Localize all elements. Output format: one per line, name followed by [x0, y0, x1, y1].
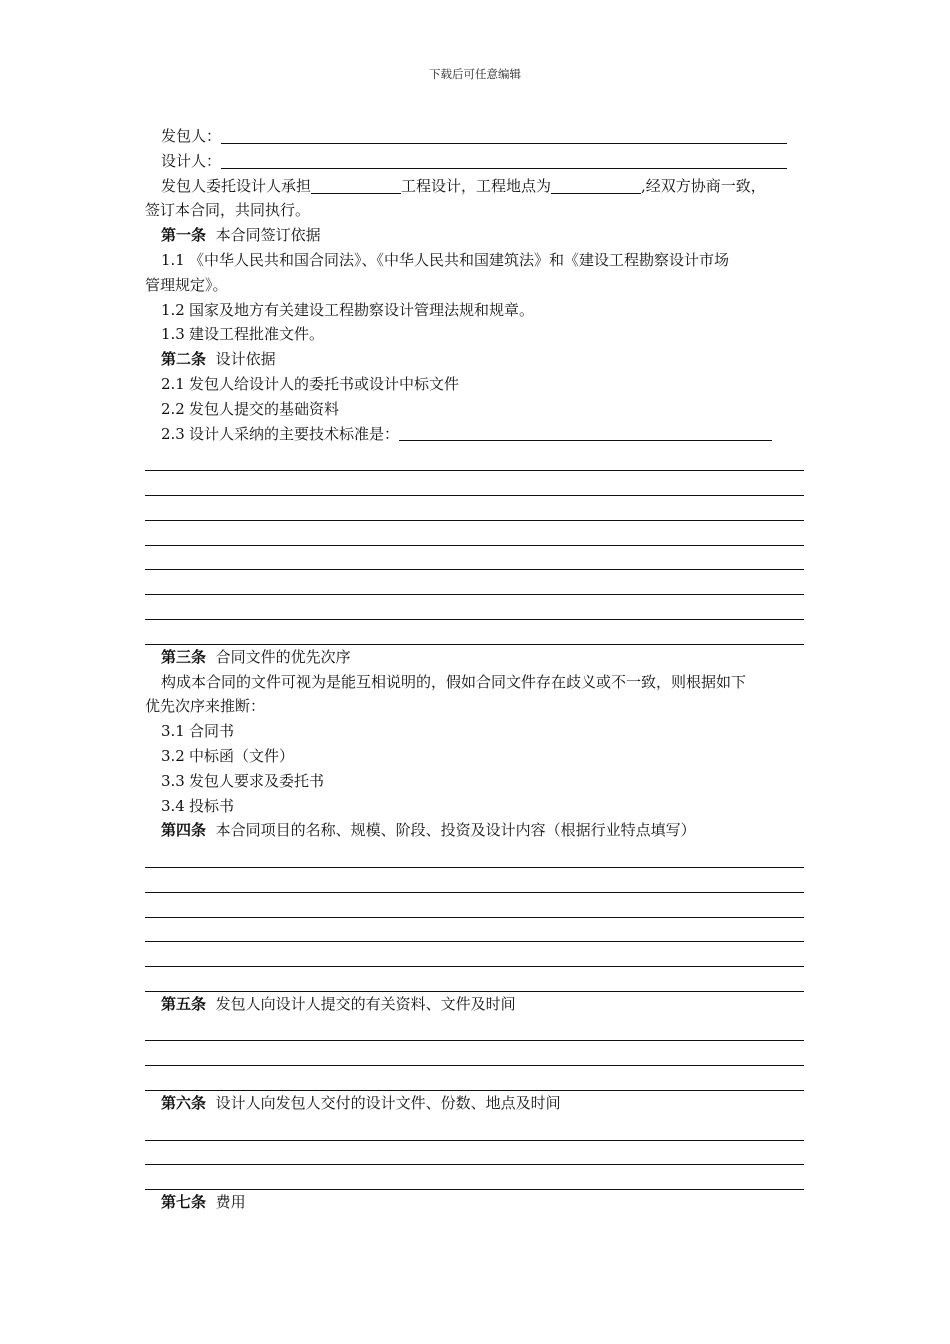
- item-text: 合同书: [189, 722, 235, 741]
- article-3-item-4: [145, 794, 813, 819]
- article-2-heading: [145, 347, 813, 372]
- employer-field[interactable]: [221, 127, 787, 144]
- item-number: 3.1: [161, 722, 185, 741]
- fill-line[interactable]: [145, 843, 813, 868]
- item-number: 1.3: [161, 325, 185, 344]
- article-3-para-line-2: 优先次序来推断：: [145, 697, 266, 716]
- item-number: 2.3: [161, 424, 185, 443]
- article-1-heading: [145, 223, 813, 248]
- article-1-title: 第一条: [161, 226, 207, 245]
- fill-line[interactable]: [145, 1017, 813, 1042]
- article-3-item-3: [145, 769, 813, 794]
- intro-text-1: 发包人委托设计人承担: [161, 176, 312, 195]
- article-1-item-2: [145, 298, 813, 323]
- item-text: 设计人采纳的主要技术标准是：: [189, 424, 400, 443]
- item-number: 3.2: [161, 746, 185, 765]
- article-3-item-1: [145, 719, 813, 744]
- article-4-heading: [145, 818, 813, 843]
- fill-line[interactable]: [145, 595, 813, 620]
- article-2-item-3: [145, 422, 813, 447]
- article-4-text: 本合同项目的名称、规模、阶段、投资及设计内容（根据行业特点填写）: [215, 821, 696, 840]
- item-text: 国家及地方有关建设工程勘察设计管理法规和规章。: [189, 300, 535, 319]
- article-2-item-1: [145, 372, 813, 397]
- fill-line[interactable]: [145, 471, 813, 496]
- item-number: 1.1: [161, 250, 185, 269]
- article-6-title: 第六条: [161, 1094, 207, 1113]
- contract-body: [145, 124, 813, 1215]
- fill-line[interactable]: [145, 521, 813, 546]
- fill-line[interactable]: [145, 967, 813, 992]
- designer-field[interactable]: [221, 152, 787, 169]
- fill-line[interactable]: [145, 446, 813, 471]
- article-6-heading: [145, 1091, 813, 1116]
- article-1-text: 本合同签订依据: [215, 226, 321, 245]
- item-text: 中标函（文件）: [189, 746, 295, 765]
- fill-line[interactable]: [145, 868, 813, 893]
- article-7-title: 第七条: [161, 1193, 207, 1212]
- article-2-item-2: [145, 397, 813, 422]
- article-3-heading: [145, 645, 813, 670]
- article-3-item-2: [145, 744, 813, 769]
- article-7-heading: [145, 1190, 813, 1215]
- article-2-text: 设计依据: [215, 350, 276, 369]
- article-3-text: 合同文件的优先次序: [215, 647, 351, 666]
- intro-line-1: [145, 174, 813, 199]
- page-header: 下载后可任意编辑: [429, 67, 521, 81]
- technical-standards-field[interactable]: [399, 424, 772, 441]
- article-3-title: 第三条: [161, 647, 207, 666]
- item-text: 发包人要求及委托书: [189, 771, 325, 790]
- intro-text-3: ,经双方协商一致，: [641, 176, 766, 195]
- intro-line-2: 签订本合同，共同执行。: [145, 201, 311, 220]
- fill-line[interactable]: [145, 620, 813, 645]
- article-4-title: 第四条: [161, 821, 207, 840]
- article-1-item-1: [145, 248, 813, 273]
- item-text: 《中华人民共和国合同法》、《中华人民共和国建筑法》和《建设工程勘察设计市场: [189, 250, 730, 269]
- item-number: 3.4: [161, 796, 185, 815]
- item-text: 建设工程批准文件。: [189, 325, 325, 344]
- item-text: 发包人提交的基础资料: [189, 399, 340, 418]
- item-text: 发包人给设计人的委托书或设计中标文件: [189, 374, 460, 393]
- fill-line[interactable]: [145, 546, 813, 571]
- fill-line[interactable]: [145, 918, 813, 943]
- item-text: 投标书: [189, 796, 235, 815]
- article-2-title: 第二条: [161, 350, 207, 369]
- employer-row: [145, 124, 813, 149]
- article-5-text: 发包人向设计人提交的有关资料、文件及时间: [215, 994, 516, 1013]
- item-number: 2.1: [161, 374, 185, 393]
- article-1-item-1-cont: 管理规定》。: [145, 275, 228, 294]
- project-location-field[interactable]: [551, 177, 641, 194]
- employer-label: 发包人：: [161, 127, 222, 145]
- article-5-heading: [145, 992, 813, 1017]
- fill-line[interactable]: [145, 1116, 813, 1141]
- fill-line[interactable]: [145, 1141, 813, 1166]
- article-1-item-3: [145, 322, 813, 347]
- designer-row: [145, 149, 813, 174]
- intro-text-2: 工程设计，工程地点为: [401, 176, 552, 195]
- fill-line[interactable]: [145, 942, 813, 967]
- item-number: 3.3: [161, 771, 185, 790]
- article-3-para-line-1: 构成本合同的文件可视为是能互相说明的，假如合同文件存在歧义或不一致，则根据如下: [161, 672, 747, 691]
- fill-line[interactable]: [145, 1041, 813, 1066]
- fill-line[interactable]: [145, 1066, 813, 1091]
- designer-label: 设计人：: [161, 151, 222, 170]
- fill-line[interactable]: [145, 496, 813, 521]
- fill-line[interactable]: [145, 570, 813, 595]
- article-6-text: 设计人向发包人交付的设计文件、份数、地点及时间: [215, 1094, 561, 1113]
- item-number: 1.2: [161, 300, 185, 319]
- item-number: 2.2: [161, 399, 185, 418]
- fill-line[interactable]: [145, 1165, 813, 1190]
- article-7-text: 费用: [215, 1193, 246, 1212]
- project-name-field[interactable]: [311, 177, 401, 194]
- article-5-title: 第五条: [161, 994, 207, 1013]
- fill-line[interactable]: [145, 893, 813, 918]
